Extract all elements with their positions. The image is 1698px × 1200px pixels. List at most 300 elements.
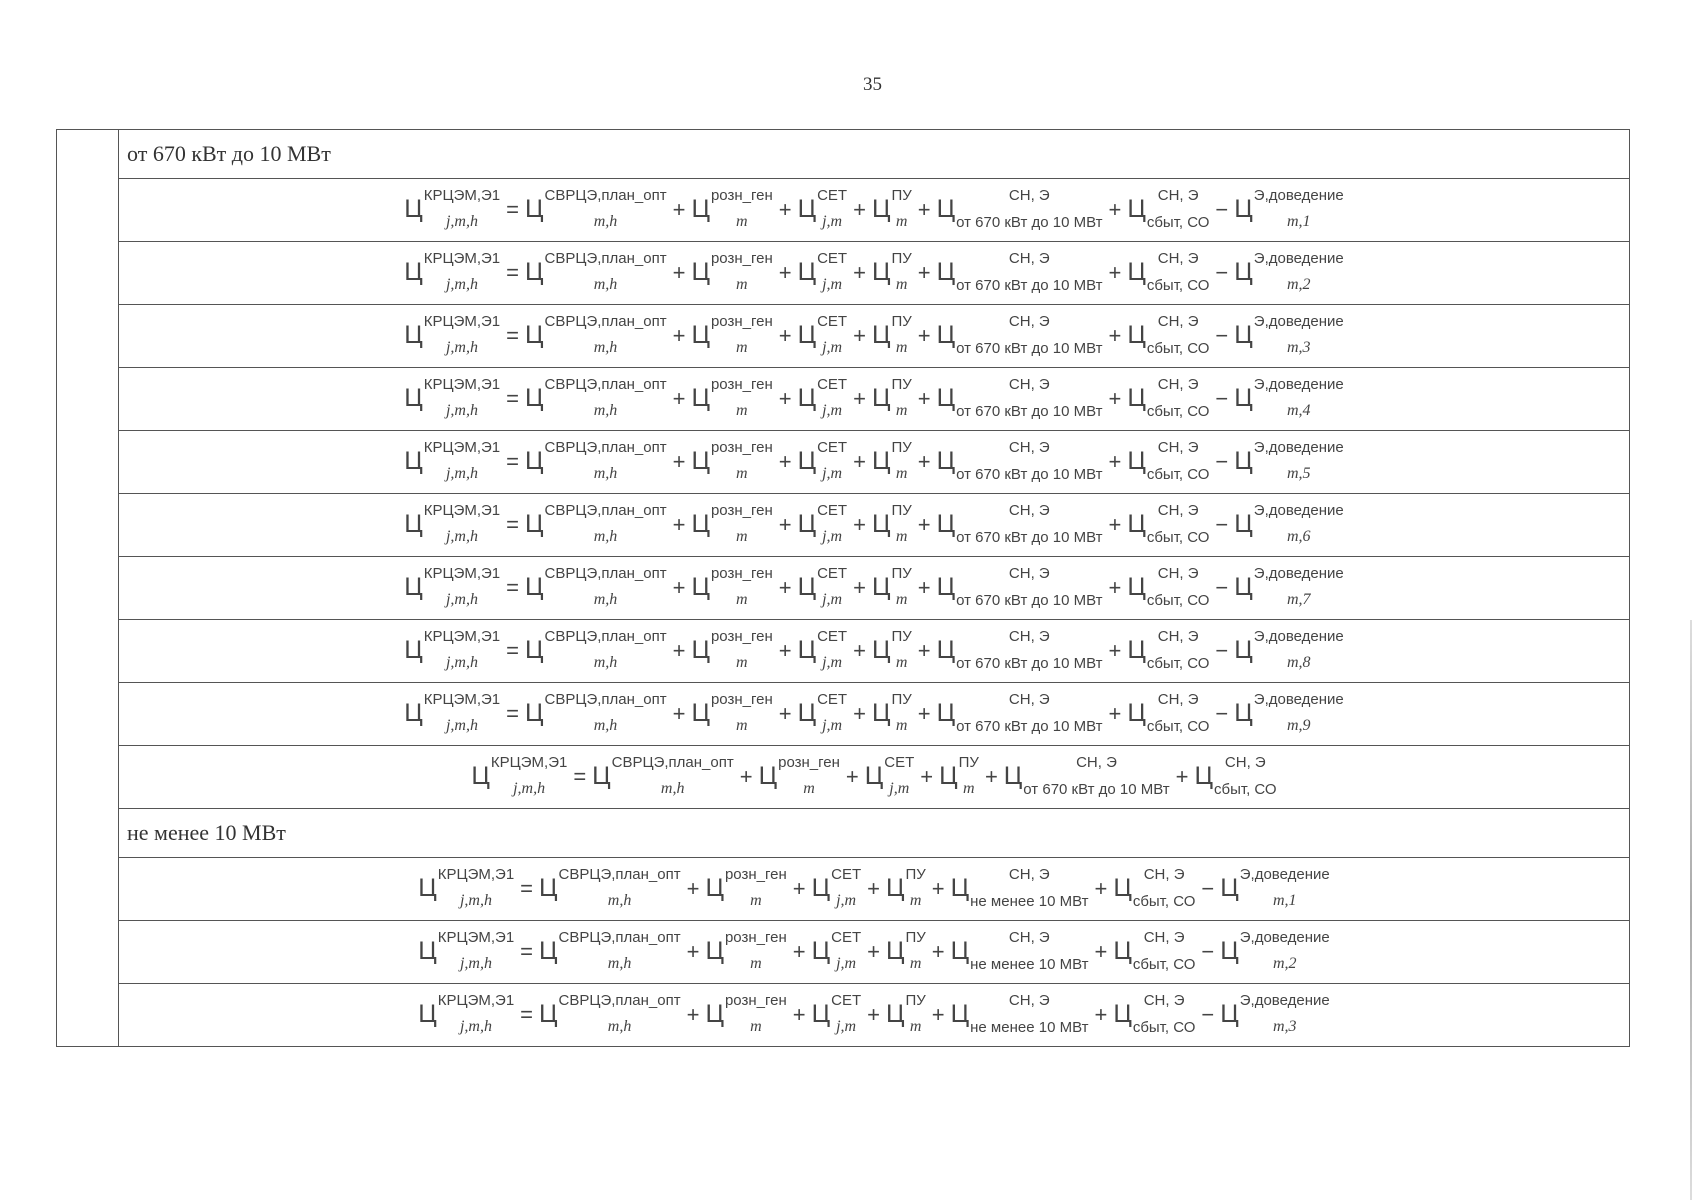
formula-term [885, 991, 926, 1036]
term-subscript: j,m [889, 780, 910, 798]
term-subscript: от 670 кВт до 10 МВт [1023, 780, 1170, 798]
term-superscript: СН, Э [1008, 992, 1050, 1010]
formula-term [1003, 754, 1170, 798]
formula-cell [119, 242, 1630, 305]
equals-sign: = [520, 938, 534, 964]
term-base: Ц [950, 874, 970, 903]
formula-term [936, 628, 1103, 672]
term-scripts [544, 564, 667, 609]
formula-term [691, 438, 773, 483]
term-base: Ц [691, 321, 710, 350]
term-superscript: СН, Э [1008, 929, 1050, 947]
term-base: Ц [936, 195, 956, 224]
term-superscript: СН, Э [1008, 691, 1050, 709]
formula-term [691, 564, 773, 609]
term-subscript: j,m,h [445, 528, 478, 546]
term-subscript: сбыт, СО [1132, 892, 1196, 910]
term-subscript: сбыт, СО [1146, 465, 1210, 483]
term-superscript: КРЦЭМ,Э1 [423, 375, 501, 393]
formula-term [404, 564, 501, 609]
term-scripts [1146, 187, 1210, 231]
formula-row [57, 431, 1630, 494]
operator-sign: − [1215, 322, 1229, 348]
term-base: Ц [1127, 195, 1146, 224]
term-superscript: розн_ген [710, 564, 773, 582]
term-superscript: ПУ [891, 249, 912, 267]
term-scripts [778, 753, 840, 798]
term-scripts [1146, 691, 1210, 735]
term-superscript: СН, Э [1143, 866, 1185, 884]
formula [471, 753, 1277, 798]
term-superscript: СН, Э [1008, 565, 1050, 583]
formula-term [539, 991, 681, 1036]
term-scripts [817, 690, 848, 735]
term-scripts [1146, 376, 1210, 420]
operator-sign: − [1215, 637, 1229, 663]
term-base: Ц [404, 573, 423, 602]
term-scripts [710, 312, 773, 357]
formula-term [418, 865, 515, 910]
term-subscript: m [736, 339, 748, 357]
formula-cell [119, 557, 1630, 620]
formula-term [871, 501, 912, 546]
operator-sign: + [792, 875, 806, 901]
term-scripts [891, 438, 912, 483]
term-subscript: от 670 кВт до 10 МВт [956, 528, 1103, 546]
operator-sign: + [853, 574, 866, 600]
term-superscript: СН, Э [1157, 565, 1199, 583]
term-scripts [970, 866, 1089, 910]
term-base: Ц [871, 195, 891, 224]
term-scripts [891, 501, 912, 546]
operator-sign: − [1201, 875, 1215, 901]
term-superscript: СН, Э [1008, 439, 1050, 457]
operator-sign: + [931, 1001, 945, 1027]
formula-term [950, 992, 1089, 1036]
formula-term [797, 564, 848, 609]
term-base: Ц [1113, 874, 1132, 903]
formula-term [1234, 375, 1344, 420]
term-superscript: СЕТ [817, 501, 848, 519]
operator-sign: − [1215, 574, 1229, 600]
formula [404, 627, 1344, 672]
term-scripts [956, 376, 1103, 420]
term-superscript: СН, Э [1008, 628, 1050, 646]
term-superscript: СН, Э [1157, 313, 1199, 331]
operator-sign: + [1094, 938, 1108, 964]
term-base: Ц [404, 447, 423, 476]
formula-term [691, 249, 773, 294]
term-scripts [1146, 250, 1210, 294]
term-subscript: m [895, 465, 908, 483]
equals-sign: = [520, 875, 534, 901]
term-scripts [423, 375, 501, 420]
term-subscript: m,3 [1272, 1018, 1297, 1036]
formula-term [1220, 928, 1330, 973]
term-superscript: СЕТ [817, 186, 848, 204]
equals-sign: = [506, 322, 519, 348]
term-subscript: m [736, 528, 748, 546]
term-subscript: j,m,h [445, 591, 478, 609]
formula-term [1127, 565, 1210, 609]
term-superscript: СЕТ [817, 375, 848, 393]
section-heading-row [57, 130, 1630, 179]
term-subscript: m,h [593, 591, 618, 609]
term-superscript: Э,доведение [1239, 991, 1330, 1009]
term-subscript: m,h [593, 654, 618, 672]
term-superscript: КРЦЭМ,Э1 [437, 928, 515, 946]
formula-term [1127, 439, 1210, 483]
term-superscript: розн_ген [710, 375, 773, 393]
term-base: Ц [885, 874, 905, 903]
term-superscript: СЕТ [817, 690, 848, 708]
formula-term [525, 627, 667, 672]
formula-row [57, 494, 1630, 557]
term-subscript: m [963, 780, 975, 798]
formula-term [1127, 376, 1210, 420]
term-superscript: ПУ [891, 438, 912, 456]
equals-sign: = [573, 763, 587, 789]
formula-term [811, 991, 862, 1036]
term-superscript: КРЦЭМ,Э1 [423, 438, 501, 456]
formula [404, 312, 1344, 357]
formula-term [691, 186, 773, 231]
term-subscript: j,m [822, 717, 843, 735]
term-scripts [423, 690, 501, 735]
term-subscript: сбыт, СО [1146, 402, 1210, 420]
operator-sign: + [778, 574, 792, 600]
term-base: Ц [936, 699, 956, 728]
term-subscript: m [895, 213, 908, 231]
operator-sign: − [1201, 938, 1215, 964]
term-superscript: СН, Э [1157, 187, 1199, 205]
term-scripts [1253, 627, 1344, 672]
term-scripts [958, 753, 979, 798]
term-scripts [1253, 375, 1344, 420]
term-superscript: КРЦЭМ,Э1 [437, 991, 515, 1009]
term-base: Ц [471, 762, 490, 791]
term-subscript: j,m [822, 465, 843, 483]
operator-sign: + [778, 637, 792, 663]
term-base: Ц [811, 1000, 831, 1029]
formula-term [1127, 691, 1210, 735]
term-base: Ц [950, 1000, 970, 1029]
term-scripts [905, 928, 926, 973]
term-base: Ц [936, 258, 956, 287]
operator-sign: + [931, 938, 945, 964]
term-subscript: j,m,h [445, 213, 478, 231]
term-scripts [710, 186, 773, 231]
formula-term [871, 249, 912, 294]
term-superscript: ПУ [891, 690, 912, 708]
operator-sign: + [1108, 511, 1122, 537]
term-superscript: КРЦЭМ,Э1 [423, 186, 501, 204]
formula [404, 186, 1344, 231]
term-base: Ц [404, 321, 423, 350]
formula [404, 564, 1344, 609]
formula-term [871, 186, 912, 231]
term-base: Ц [525, 258, 544, 287]
term-base: Ц [1127, 321, 1146, 350]
formula-term [691, 375, 773, 420]
term-base: Ц [525, 384, 544, 413]
term-superscript: СЕТ [831, 991, 862, 1009]
term-base: Ц [418, 874, 437, 903]
formula-row [57, 620, 1630, 683]
term-scripts [1132, 992, 1196, 1036]
formula-term [1234, 501, 1344, 546]
term-base: Ц [758, 762, 778, 791]
term-superscript: СВРЦЭ,план_опт [558, 865, 681, 883]
term-base: Ц [1127, 699, 1146, 728]
operator-sign: + [778, 322, 792, 348]
formula-row [57, 557, 1630, 620]
term-scripts [544, 501, 667, 546]
operator-sign: + [917, 511, 931, 537]
term-scripts [970, 929, 1089, 973]
term-subscript: j,m [836, 892, 857, 910]
formula-term [885, 865, 926, 910]
formula-cell [119, 494, 1630, 557]
equals-sign: = [506, 196, 519, 222]
term-subscript: m,8 [1286, 654, 1311, 672]
term-base: Ц [1234, 321, 1253, 350]
term-scripts [437, 928, 515, 973]
term-superscript: СВРЦЭ,план_опт [611, 753, 734, 771]
operator-sign: + [778, 700, 792, 726]
term-subscript: j,m [822, 528, 843, 546]
term-subscript: m,h [593, 213, 618, 231]
formula-term [525, 375, 667, 420]
term-subscript: от 670 кВт до 10 МВт [956, 654, 1103, 672]
formula-term [539, 928, 681, 973]
term-scripts [710, 501, 773, 546]
term-subscript: m [736, 402, 748, 420]
formula-term [811, 865, 862, 910]
formula-term [525, 312, 667, 357]
term-scripts [437, 991, 515, 1036]
term-scripts [956, 502, 1103, 546]
term-base: Ц [525, 447, 544, 476]
term-base: Ц [1003, 762, 1023, 791]
term-superscript: ПУ [891, 375, 912, 393]
formula-term [797, 312, 848, 357]
term-scripts [423, 564, 501, 609]
term-superscript: СЕТ [831, 865, 862, 883]
term-subscript: j,m [822, 402, 843, 420]
formula-term [1113, 992, 1196, 1036]
term-scripts [817, 438, 848, 483]
term-scripts [423, 627, 501, 672]
term-scripts [884, 753, 915, 798]
term-subscript: m [909, 1018, 922, 1036]
term-scripts [1132, 929, 1196, 973]
formula-term [1127, 628, 1210, 672]
term-base: Ц [1234, 636, 1253, 665]
term-superscript: СН, Э [1157, 502, 1199, 520]
formula-term [871, 690, 912, 735]
formula-term [705, 991, 787, 1036]
term-base: Ц [1113, 1000, 1132, 1029]
term-base: Ц [797, 699, 817, 728]
term-base: Ц [885, 1000, 905, 1029]
term-base: Ц [939, 762, 958, 791]
term-base: Ц [871, 573, 891, 602]
term-subscript: j,m [822, 591, 843, 609]
formula-term [404, 501, 501, 546]
formula-row [57, 746, 1630, 809]
formula-table [56, 129, 1630, 1047]
formula-term [404, 690, 501, 735]
term-scripts [1023, 754, 1170, 798]
operator-sign: + [1108, 574, 1122, 600]
term-scripts [817, 501, 848, 546]
formula-term [758, 753, 840, 798]
formula-term [404, 186, 501, 231]
term-superscript: СН, Э [1157, 628, 1199, 646]
formula-term [936, 502, 1103, 546]
term-superscript: СЕТ [817, 627, 848, 645]
term-base: Ц [1234, 699, 1253, 728]
term-superscript: СН, Э [1008, 376, 1050, 394]
formula-term [592, 753, 734, 798]
term-scripts [1253, 438, 1344, 483]
term-scripts [1146, 502, 1210, 546]
operator-sign: + [1108, 322, 1122, 348]
formula-term [705, 928, 787, 973]
term-subscript: m,h [593, 465, 618, 483]
term-superscript: СН, Э [1143, 992, 1185, 1010]
term-subscript: m,h [593, 402, 618, 420]
term-base: Ц [1234, 447, 1253, 476]
formula-term [418, 928, 515, 973]
term-base: Ц [418, 937, 437, 966]
operator-sign: − [1215, 196, 1229, 222]
term-superscript: СН, Э [1157, 250, 1199, 268]
operator-sign: + [672, 448, 686, 474]
term-scripts [1253, 249, 1344, 294]
term-scripts [1253, 186, 1344, 231]
operator-sign: + [778, 385, 792, 411]
equals-sign: = [506, 511, 519, 537]
term-superscript: Э,доведение [1253, 312, 1344, 330]
term-superscript: Э,доведение [1253, 690, 1344, 708]
term-subscript: m [909, 892, 922, 910]
term-superscript: СВРЦЭ,план_опт [544, 249, 667, 267]
term-subscript: m,h [607, 955, 632, 973]
operator-sign: + [867, 1001, 880, 1027]
term-superscript: СЕТ [817, 438, 848, 456]
term-base: Ц [404, 258, 423, 287]
term-subscript: j,m,h [459, 955, 492, 973]
operator-sign: + [917, 448, 931, 474]
operator-sign: − [1215, 700, 1229, 726]
term-subscript: сбыт, СО [1214, 780, 1277, 798]
term-subscript: j,m [822, 276, 843, 294]
term-superscript: СВРЦЭ,план_опт [544, 438, 667, 456]
term-subscript: j,m,h [445, 402, 478, 420]
term-superscript: СН, Э [1224, 754, 1266, 772]
formula-row [57, 921, 1630, 984]
formula-term [871, 564, 912, 609]
term-subscript: m [736, 654, 748, 672]
term-base: Ц [871, 321, 891, 350]
operator-sign: − [1215, 511, 1229, 537]
operator-sign: + [1108, 637, 1122, 663]
term-superscript: розн_ген [710, 690, 773, 708]
term-scripts [724, 928, 787, 973]
term-superscript: СВРЦЭ,план_опт [558, 991, 681, 1009]
formula-cell [119, 921, 1630, 984]
formula-term [691, 690, 773, 735]
operator-sign: + [917, 700, 931, 726]
term-scripts [490, 753, 568, 798]
term-superscript: Э,доведение [1253, 249, 1344, 267]
term-subscript: не менее 10 МВт [970, 955, 1089, 973]
term-base: Ц [705, 937, 724, 966]
term-subscript: m,9 [1286, 717, 1311, 735]
formula-term [1220, 865, 1330, 910]
term-scripts [710, 249, 773, 294]
term-base: Ц [811, 937, 831, 966]
term-scripts [710, 375, 773, 420]
formula [404, 501, 1344, 546]
term-subscript: m,h [607, 892, 632, 910]
term-scripts [891, 186, 912, 231]
formula-cell [119, 431, 1630, 494]
term-superscript: СВРЦЭ,план_опт [544, 690, 667, 708]
term-subscript: m [750, 1018, 762, 1036]
term-subscript: m,h [593, 276, 618, 294]
formula-cell [119, 305, 1630, 368]
operator-sign: + [1108, 196, 1122, 222]
term-scripts [956, 250, 1103, 294]
term-superscript: розн_ген [710, 312, 773, 330]
term-scripts [817, 312, 848, 357]
formula-term [404, 249, 501, 294]
table-body [57, 130, 1630, 1047]
term-base: Ц [1127, 258, 1146, 287]
term-scripts [423, 186, 501, 231]
term-superscript: СЕТ [817, 312, 848, 330]
term-subscript: j,m [836, 1018, 857, 1036]
operator-sign: + [672, 637, 686, 663]
term-base: Ц [871, 447, 891, 476]
term-scripts [1146, 439, 1210, 483]
term-scripts [1253, 501, 1344, 546]
operator-sign: + [1094, 1001, 1108, 1027]
term-subscript: сбыт, СО [1146, 528, 1210, 546]
formula-row [57, 368, 1630, 431]
operator-sign: + [917, 385, 931, 411]
formula-cell [119, 984, 1630, 1047]
term-scripts [710, 564, 773, 609]
term-scripts [710, 627, 773, 672]
formula-term [539, 865, 681, 910]
term-subscript: сбыт, СО [1132, 955, 1196, 973]
formula-term [936, 565, 1103, 609]
term-superscript: Э,доведение [1253, 564, 1344, 582]
equals-sign: = [506, 637, 519, 663]
term-base: Ц [885, 937, 905, 966]
operator-sign: + [1108, 700, 1122, 726]
page-edge-shadow [1690, 620, 1692, 1200]
term-scripts [956, 628, 1103, 672]
formula-term [1234, 690, 1344, 735]
term-scripts [558, 928, 681, 973]
formula-term [1234, 312, 1344, 357]
term-base: Ц [1127, 447, 1146, 476]
